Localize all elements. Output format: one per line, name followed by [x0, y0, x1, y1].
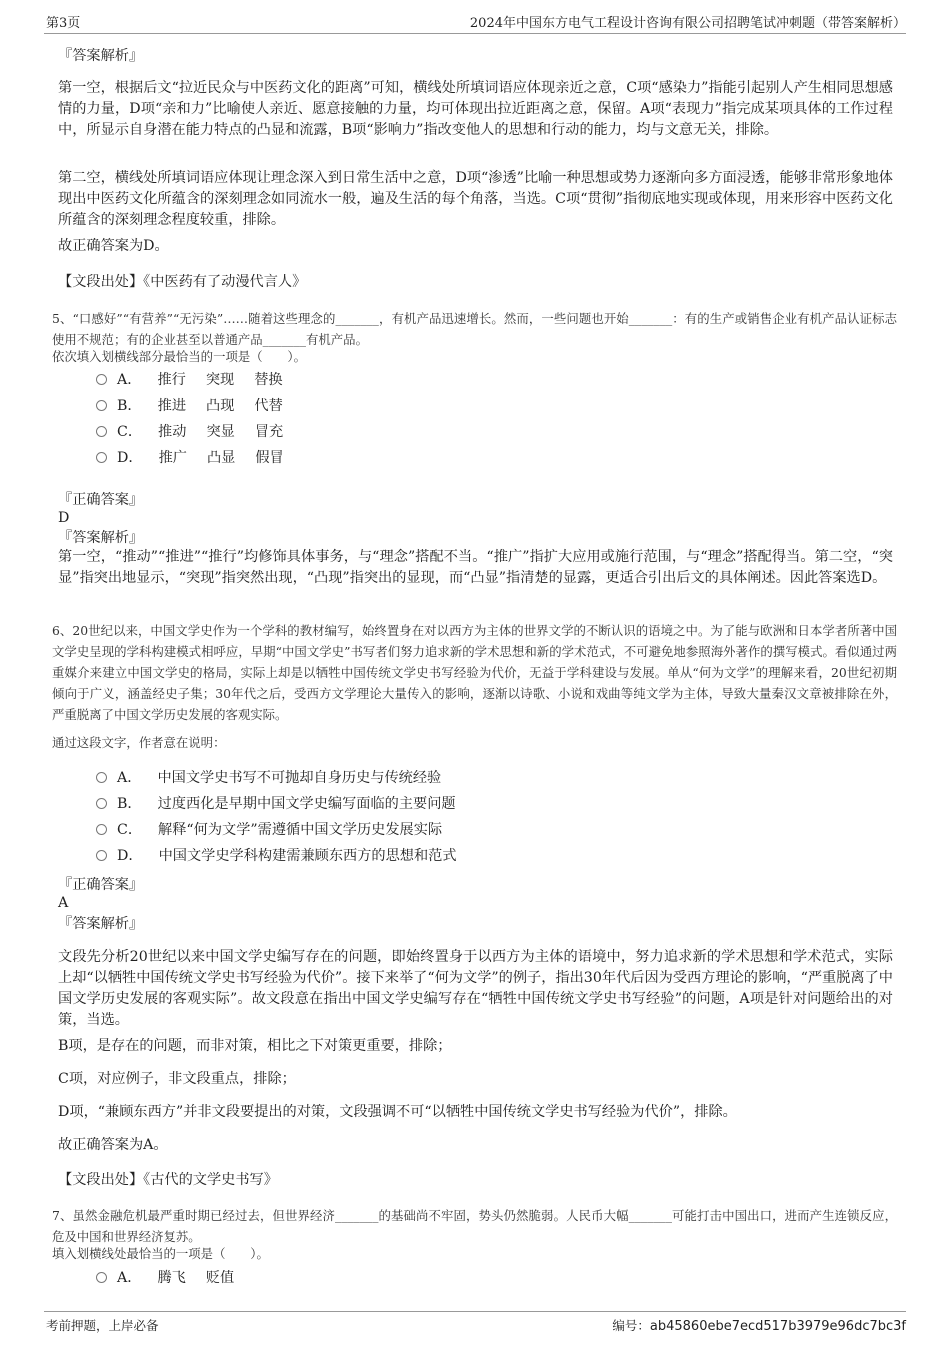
analysis-label: 『答案解析』 — [58, 48, 144, 64]
question-stem: 6、20世纪以来，中国文学史作为一个学科的教材编写，始终置身在对以西方为主体的世界文学的不断认识的语境之中。为了能与欧洲和日本学者所著中国文学史呈现的学科构建模式相呼应，早期“中国文学史”书写者们努力追求新的学术思想和新的学术范式，不可避免地参照海外著作的撰写模式。看似通过两重媒介来建立中国文学史的格局，实际上却是以牺牲中国传统文学史书写经验为代价，无益于学科建设与发展。单从“何为文学”的理解来看，20世纪初期倾向于广义，涵盖经史子集；30年代之后，受西方文学理论大量传入的影响，逐渐以诗歌、小说和戏曲等纯文学为主体，导致大量秦汉文章被排除在外，严重脱离了中国文学历史发展的客观实际。 — [52, 623, 897, 722]
analysis-paragraph: C项，对应例子，非文段重点，排除； — [58, 1071, 296, 1087]
option-b[interactable]: B． 推进 凸现 代替 — [96, 396, 283, 416]
radio-button[interactable] — [96, 400, 107, 411]
source: 【文段出处】《中医药有了动漫代言人》 — [58, 274, 307, 290]
header-divider — [44, 33, 906, 34]
option-d[interactable]: D． 中国文学史学科构建需兼顾东西方的思想和范式 — [96, 846, 457, 866]
correct-answer-label: 『正确答案』 — [58, 492, 144, 508]
option-c[interactable]: C． 解释“何为文学”需遵循中国文学历史发展实际 — [96, 820, 442, 840]
option-a[interactable]: A． 推行 突现 替换 — [96, 370, 283, 390]
analysis-paragraph: 文段先分析20世纪以来中国文学史编写存在的问题，即始终置身于以西方为主体的语境中，努力追求新的学术思想和学术范式，实际上却“以牺牲中国传统文学史书写经验为代价”。接下来举了“何为文学”的例子，指出30年代后因为受西方理论的影响，“严重脱离了中国文学历史发展的客观实际”。故文段意在指出中国文学史编写存在“牺牲中国传统文学史书写经验”的问题，A项是针对问题给出的对策，当选。 — [58, 949, 893, 1028]
analysis-label: 『答案解析』 — [58, 916, 144, 932]
question-stem: 5、“口感好”“有营养”“无污染”……随着这些理念的_______，有机产品迅速增长。然而，一些问题也开始_______：有的生产或销售企业有机产品认证标志使用不规范；有的企业甚至以普通产品_______有机产品。 — [52, 311, 897, 347]
page-number: 第3页 — [46, 16, 81, 31]
option-c[interactable]: C． 推动 突显 冒充 — [96, 422, 283, 442]
source: 【文段出处】《古代的文学史书写》 — [58, 1172, 278, 1188]
footer-divider — [44, 1311, 906, 1312]
analysis-paragraph: D项，“兼顾东西方”并非文段要提出的对策，文段强调不可“以牺牲中国传统文学史书写经验为代价”，排除。 — [58, 1104, 737, 1120]
radio-button[interactable] — [96, 798, 107, 809]
radio-button[interactable] — [96, 1272, 107, 1283]
question-prompt: 通过这段文字，作者意在说明： — [52, 735, 226, 750]
option-d[interactable]: D． 推广 凸显 假冒 — [96, 448, 284, 468]
question-prompt: 填入划横线处最恰当的一项是（ ）。 — [52, 1246, 269, 1261]
radio-button[interactable] — [96, 452, 107, 463]
correct-answer-label: 『正确答案』 — [58, 877, 144, 893]
analysis-paragraph: 第二空，横线处所填词语应体现让理念深入到日常生活中之意，D项“渗透”比喻一种思想或势力逐渐向多方面浸透，能够非常形象地体现出中医药文化所蕴含的深刻理念如同流水一般，遍及生活的每个角落，当选。C项“贯彻”指彻底地实现或体现，用来形容中医药文化所蕴含的深刻理念程度较重，排除。 — [58, 170, 893, 228]
conclusion: 故正确答案为A。 — [58, 1137, 168, 1153]
page-header — [46, 12, 906, 32]
radio-button[interactable] — [96, 426, 107, 437]
option-a[interactable]: A． 腾飞 贬值 — [96, 1268, 234, 1288]
option-a[interactable]: A． 中国文学史书写不可抛却自身历史与传统经验 — [96, 768, 441, 788]
document-code: 编号：ab45860ebe7ecd517b3979e96dc7bc3f — [612, 1318, 906, 1334]
conclusion: 故正确答案为D。 — [58, 238, 169, 254]
analysis-paragraph: 第一空，根据后文“拉近民众与中医药文化的距离”可知，横线处所填词语应体现亲近之意，C项“感染力”指能引起别人产生相同思想感情的力量，D项“亲和力”比喻使人亲近、愿意接触的力量，均可体现出拉近距离之意，保留。A项“表现力”指完成某项具体的工作过程中，所显示自身潜在能力特点的凸显和流露，B项“影响力”指改变他人的思想和行动的能力，均与文意无关，排除。 — [58, 80, 893, 138]
document-title: 2024年中国东方电气工程设计咨询有限公司招聘笔试冲刺题（带答案解析） — [469, 16, 906, 31]
option-b[interactable]: B． 过度西化是早期中国文学史编写面临的主要问题 — [96, 794, 456, 814]
radio-button[interactable] — [96, 850, 107, 861]
question-stem: 7、虽然金融危机最严重时期已经过去，但世界经济_______的基础尚不牢固，势头仍然脆弱。人民币大幅_______可能打击中国出口，进而产生连锁反应，危及中国和世界经济复苏。 — [52, 1208, 897, 1244]
radio-button[interactable] — [96, 374, 107, 385]
analysis-paragraph: B项，是存在的问题，而非对策，相比之下对策更重要，排除； — [58, 1038, 452, 1054]
analysis-paragraph: 第一空，“推动”“推进”“推行”均修饰具体事务，与“理念”搭配不当。“推广”指扩大应用或施行范围，与“理念”搭配得当。第二空，“突显”指突出地显示，“突现”指突然出现，“凸现”指突出的显现，而“凸显”指清楚的显露，更适合引出后文的具体阐述。因此答案选D。 — [58, 549, 893, 586]
correct-answer: D — [58, 510, 70, 526]
footer-slogan: 考前押题，上岸必备 — [46, 1318, 159, 1333]
correct-answer: A — [58, 895, 69, 911]
radio-button[interactable] — [96, 772, 107, 783]
radio-button[interactable] — [96, 824, 107, 835]
analysis-label: 『答案解析』 — [58, 530, 144, 546]
question-prompt: 依次填入划横线部分最恰当的一项是（ ）。 — [52, 349, 307, 364]
